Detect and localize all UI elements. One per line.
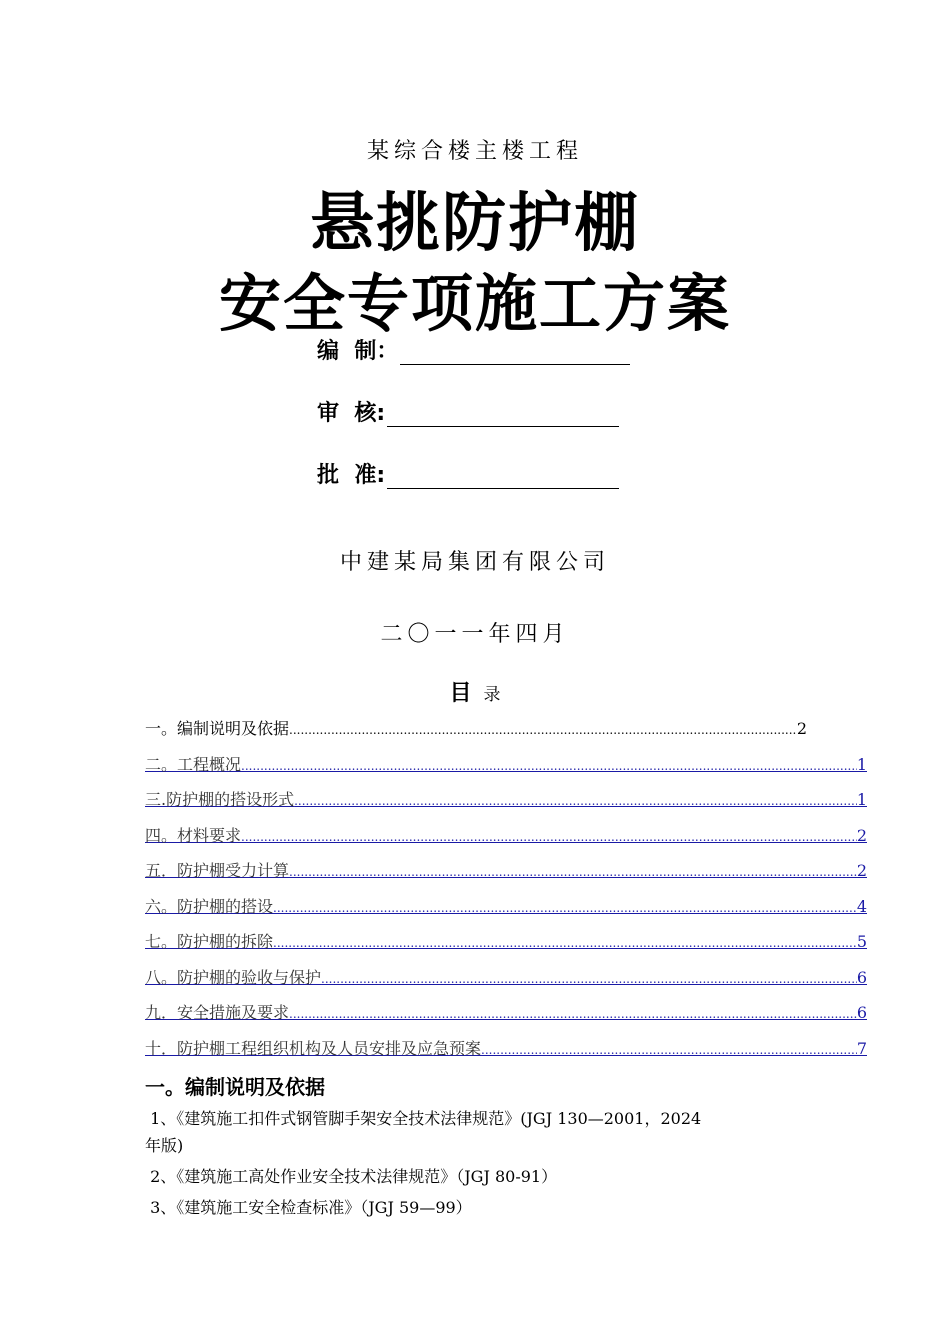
- toc-entry-page: 5: [856, 932, 867, 951]
- toc-entry-page: 6: [856, 968, 867, 987]
- signature-line: [387, 462, 619, 489]
- toc-entry-link[interactable]: [145, 752, 867, 776]
- toc-entry-link[interactable]: [145, 823, 867, 847]
- toc-entry-page: 6: [856, 1003, 867, 1022]
- toc-entry-page: 1: [856, 790, 867, 809]
- toc-entry-text: 十．防护棚工程组织机构及人员安排及应急预案: [145, 1039, 482, 1058]
- signature-label: 批 准:: [317, 463, 386, 488]
- toc-entry-text: 八。防护棚的验收与保护: [145, 968, 322, 987]
- toc-entry-text: 五．防护棚受力计算: [145, 861, 290, 880]
- toc-entry-page: 2: [856, 861, 867, 880]
- document-title-line1: 悬挑防护棚: [310, 187, 640, 261]
- toc-entry-text: 二。工程概况: [145, 755, 242, 774]
- toc-heading: [0, 676, 950, 707]
- document-date: 二〇一一年四月: [380, 622, 570, 647]
- toc-entry-page: 7: [856, 1039, 867, 1058]
- toc-entry-text: 一。编制说明及依据: [145, 719, 290, 738]
- toc-entry-link[interactable]: [145, 1000, 867, 1024]
- toc-entry-text: 七。防护棚的拆除: [145, 932, 274, 951]
- toc-entry-link[interactable]: [145, 1036, 867, 1060]
- toc-heading-sub: 录: [483, 685, 501, 705]
- toc-entry-link[interactable]: [145, 965, 867, 989]
- company-name: 中建某局集团有限公司: [339, 550, 610, 575]
- toc-entry-text: 六。防护棚的搭设: [145, 897, 274, 916]
- toc-entry-page: 2: [796, 719, 807, 738]
- reference-line: 年版): [145, 1136, 184, 1155]
- signature-label: 编 制：: [317, 339, 399, 364]
- reference-line: 1、《建筑施工扣件式钢管脚手架安全技术法律规范》(JGJ 130—2001，2024: [145, 1109, 702, 1128]
- signature-line: [400, 338, 630, 365]
- project-name: 某综合楼主楼工程: [366, 139, 583, 164]
- toc-entry-link[interactable]: [145, 894, 867, 918]
- reference-line: 3、《建筑施工安全检查标准》（JGJ 59—99）: [145, 1198, 472, 1217]
- toc-entry-page: 2: [856, 826, 867, 845]
- signature-label: 审 核:: [317, 401, 386, 426]
- toc-entry-text: 四。材料要求: [145, 826, 242, 845]
- toc-entry-page: 4: [856, 897, 867, 916]
- signature-compiled-by: [317, 334, 630, 365]
- toc-entry-text: 九．安全措施及要求: [145, 1003, 290, 1022]
- toc-entry-link[interactable]: [145, 929, 867, 953]
- signature-line: [387, 400, 619, 427]
- toc-entry-link[interactable]: [145, 787, 867, 811]
- toc-entry[interactable]: [145, 716, 807, 740]
- signature-approved-by: [317, 458, 619, 489]
- toc-heading-main: 目: [449, 681, 472, 706]
- toc-entry-page: 1: [856, 755, 867, 774]
- section-heading: 一。编制说明及依据: [145, 1075, 325, 1099]
- signature-reviewed-by: [317, 396, 619, 427]
- reference-line: 2、《建筑施工高处作业安全技术法律规范》（JGJ 80-91）: [145, 1167, 558, 1186]
- toc-entry-link[interactable]: [145, 858, 867, 882]
- toc-entry-text: 三.防护棚的搭设形式: [145, 790, 295, 809]
- document-title-line2: 安全专项施工方案: [218, 267, 731, 340]
